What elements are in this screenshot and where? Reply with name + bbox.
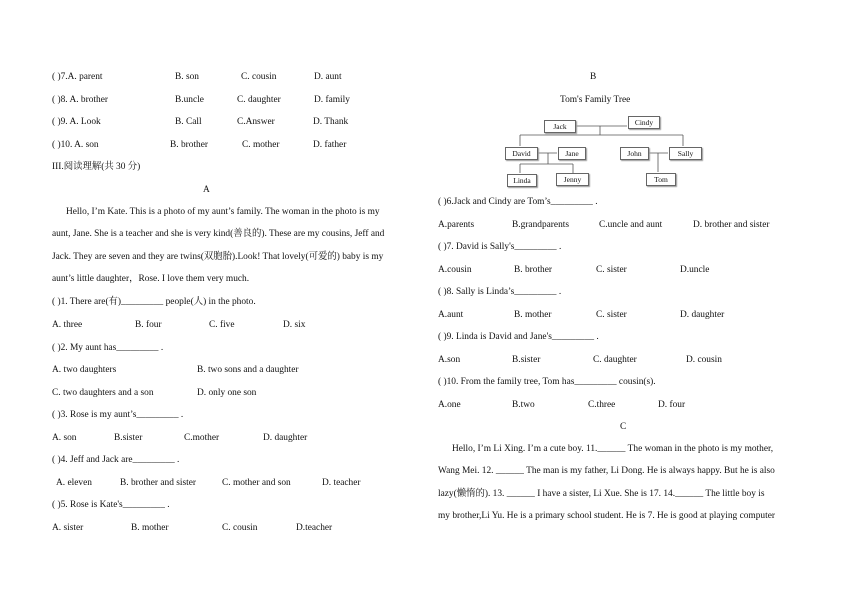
passage-a-heading: A — [203, 185, 210, 195]
question-stem: ( )9. Linda is David and Jane's_________ . — [438, 332, 599, 342]
question-stem: ( )7. David is Sally's_________ . — [438, 242, 562, 252]
option-b: B.uncle — [175, 95, 204, 105]
option-b: B. brother — [514, 265, 553, 275]
option-d: D. daughter — [263, 433, 308, 443]
option-c: C.three — [588, 400, 616, 410]
option-b: B. brother — [170, 140, 209, 150]
question-stem: ( )10. A. son — [52, 140, 99, 150]
option-d: D. family — [314, 95, 350, 105]
family-tree-title: Tom's Family Tree — [560, 95, 631, 105]
passage-a-line: aunt’s little daughter，Rose. I love them very much. — [52, 274, 250, 285]
option-c: C.uncle and aunt — [599, 220, 663, 230]
question-stem: ( )7.A. parent — [52, 72, 103, 82]
option-a: A.cousin — [438, 265, 472, 275]
tree-node-david: David — [505, 147, 538, 160]
passage-c-line: lazy(懒惰的). 13. ______ I have a sister, Li Xue. She is 17. 14.______ The little boy is — [438, 488, 765, 499]
option-d: D. cousin — [686, 355, 722, 365]
question-stem: ( )8. Sally is Linda’s_________ . — [438, 287, 562, 297]
question-stem: ( )3. Rose is my aunt’s_________ . — [52, 410, 184, 420]
option-a: A.aunt — [438, 310, 464, 320]
option-a: A. three — [52, 320, 83, 330]
option-b: B.sister — [512, 355, 541, 365]
passage-a-line: Jack. They are seven and they are twins(双胞胎).Look! That lovely(可爱的) baby is my — [52, 251, 384, 262]
option-b: B. four — [135, 320, 162, 330]
tree-node-linda: Linda — [507, 174, 537, 187]
option-d: D. teacher — [322, 478, 361, 488]
passage-b-heading: B — [590, 72, 597, 82]
question-stem: ( )5. Rose is Kate's_________ . — [52, 500, 170, 510]
question-stem: ( )10. From the family tree, Tom has_________ cousin(s). — [438, 377, 656, 387]
option-d: D. aunt — [314, 72, 342, 82]
option-c: C. two daughters and a son — [52, 388, 154, 398]
question-stem: ( )8. A. brother — [52, 95, 108, 105]
passage-c-line: Wang Mei. 12. ______ The man is my father, Li Dong. He is always happy. But he is also — [438, 466, 775, 477]
question-stem: ( )1. There are(有)_________ people(人) in the photo. — [52, 297, 256, 307]
option-d: D. six — [283, 320, 306, 330]
option-c: C. sister — [596, 310, 627, 320]
passage-a-line: aunt, Jane. She is a teacher and she is very kind(善良的). These are my cousins, Jeff and — [52, 229, 385, 240]
tree-node-jenny: Jenny — [556, 173, 589, 186]
option-c: C. daughter — [237, 95, 281, 105]
option-b: B.grandparents — [512, 220, 570, 230]
option-c: C. cousin — [222, 523, 258, 533]
option-a: A. sister — [52, 523, 84, 533]
option-a: A.son — [438, 355, 461, 365]
option-c: C. five — [209, 320, 235, 330]
passage-c — [438, 438, 808, 528]
option-b: B. son — [175, 72, 199, 82]
option-d: D. daughter — [680, 310, 725, 320]
option-d: D. Thank — [313, 117, 349, 127]
tree-node-cindy: Cindy — [628, 116, 660, 129]
tree-node-tom: Tom — [646, 173, 676, 186]
option-c: C. sister — [596, 265, 627, 275]
option-b: B. two sons and a daughter — [197, 365, 299, 375]
option-d: D. only one son — [197, 388, 257, 398]
option-b: B. Call — [175, 117, 202, 127]
option-d: D. brother and sister — [693, 220, 770, 230]
tree-node-jack: Jack — [544, 120, 576, 133]
passage-a-line: Hello, I’m Kate. This is a photo of my aunt’s family. The woman in the photo is my — [66, 207, 380, 217]
option-d: D. four — [658, 400, 686, 410]
option-b: B. mother — [131, 523, 169, 533]
option-c: C.Answer — [237, 117, 275, 127]
option-d: D. father — [313, 140, 347, 150]
option-b: B.sister — [114, 433, 143, 443]
question-stem: ( )2. My aunt has_________ . — [52, 343, 164, 353]
option-c: C. mother and son — [222, 478, 291, 488]
option-d: D.teacher — [296, 523, 333, 533]
option-c: C. mother — [242, 140, 280, 150]
option-a: A.one — [438, 400, 461, 410]
passage-c-heading: C — [620, 422, 627, 432]
option-a: A.parents — [438, 220, 475, 230]
passage-c-line: Hello, I’m Li Xing. I’m a cute boy. 11.______ The woman in the photo is my mother, — [452, 444, 774, 454]
option-c: C. cousin — [241, 72, 277, 82]
question-stem: ( )9. A. Look — [52, 117, 101, 127]
passage-c-line: my brother,Li Yu. He is a primary school student. He is 7. He is good at playing computer — [438, 511, 775, 522]
option-b: B. brother and sister — [120, 478, 197, 488]
option-c: C.mother — [184, 433, 220, 443]
tree-node-john: John — [620, 147, 649, 160]
option-a: A. two daughters — [52, 365, 117, 375]
option-b: B.two — [512, 400, 535, 410]
tree-node-jane: Jane — [558, 147, 586, 160]
question-stem: ( )4. Jeff and Jack are_________ . — [52, 455, 180, 465]
option-a: A. eleven — [56, 478, 92, 488]
tree-node-sally: Sally — [669, 147, 702, 160]
question-stem: ( )6.Jack and Cindy are Tom’s_________ . — [438, 197, 598, 207]
option-d: D.uncle — [680, 265, 710, 275]
option-b: B. mother — [514, 310, 552, 320]
section-title: III.阅读理解(共 30 分) — [52, 162, 141, 172]
option-a: A. son — [52, 433, 77, 443]
option-c: C. daughter — [593, 355, 637, 365]
